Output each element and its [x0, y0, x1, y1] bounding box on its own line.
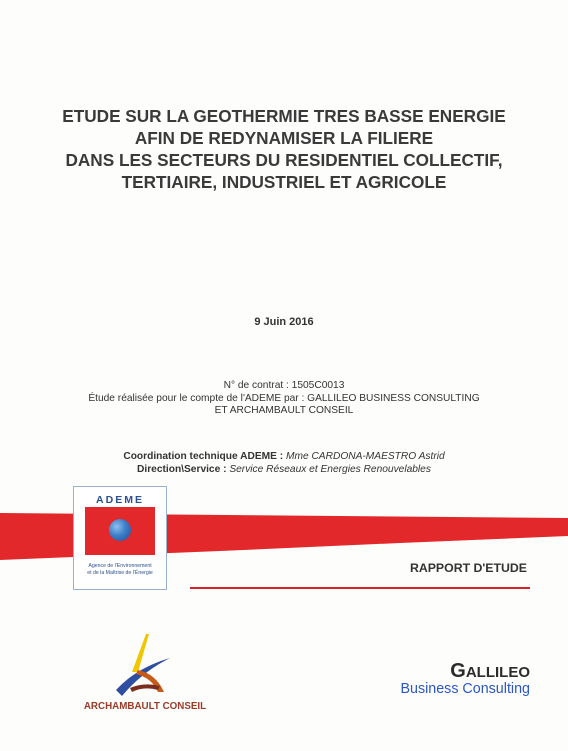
report-title: [20, 105, 548, 193]
coordination-info: [20, 451, 548, 476]
gallileo-initial: G: [450, 660, 466, 682]
ademe-red-square: [85, 507, 155, 555]
contract-line-3: ET ARCHAMBAULT CONSEIL: [214, 405, 354, 416]
title-line-4: TERTIAIRE, INDUSTRIEL ET AGRICOLE: [121, 172, 447, 192]
coordination-label: Coordination technique ADEME :: [123, 451, 284, 462]
contract-number: N° de contrat : 1505C0013: [223, 380, 345, 391]
direction-label: Direction\Service :: [137, 463, 227, 475]
ademe-caption: [76, 563, 164, 577]
ademe-logo: [73, 486, 167, 590]
ademe-caption-line-1: Agence de l'Environnement: [88, 563, 152, 569]
direction-line: [20, 464, 548, 477]
report-date: 9 Juin 2016: [254, 316, 314, 328]
coordination-value: Mme CARDONA-MAESTRO Astrid: [285, 451, 445, 462]
archambault-name: ARCHAMBAULT CONSEIL: [83, 701, 207, 712]
globe-icon: [109, 519, 131, 541]
title-line-1: ETUDE SUR LA GEOTHERMIE TRES BASSE ENERGIE: [62, 106, 506, 126]
title-line-2: AFIN DE REDYNAMISER LA FILIERE: [134, 128, 434, 148]
contract-info: [20, 380, 548, 418]
report-type: RAPPORT D'ETUDE: [409, 561, 527, 575]
contract-line-2: Étude réalisée pour le compte de l'ADEME par : GALLILEO BUSINESS CONSULTING: [88, 392, 480, 404]
report-type-underline: [190, 587, 530, 589]
archambault-logo-icon: [108, 632, 178, 700]
ademe-caption-line-2: et de la Maîtrise de l'Énergie: [87, 570, 153, 576]
title-line-3: DANS LES SECTEURS DU RESIDENTIEL COLLECTIF,: [65, 150, 503, 170]
coordination-line: [20, 451, 548, 464]
gallileo-tagline: Business Consulting: [400, 681, 530, 697]
direction-value: Service Réseaux et Energies Renouvelables: [229, 463, 431, 475]
gallileo-rest: ALLILEO: [465, 664, 530, 681]
ademe-logo-name: ADEME: [96, 494, 144, 506]
